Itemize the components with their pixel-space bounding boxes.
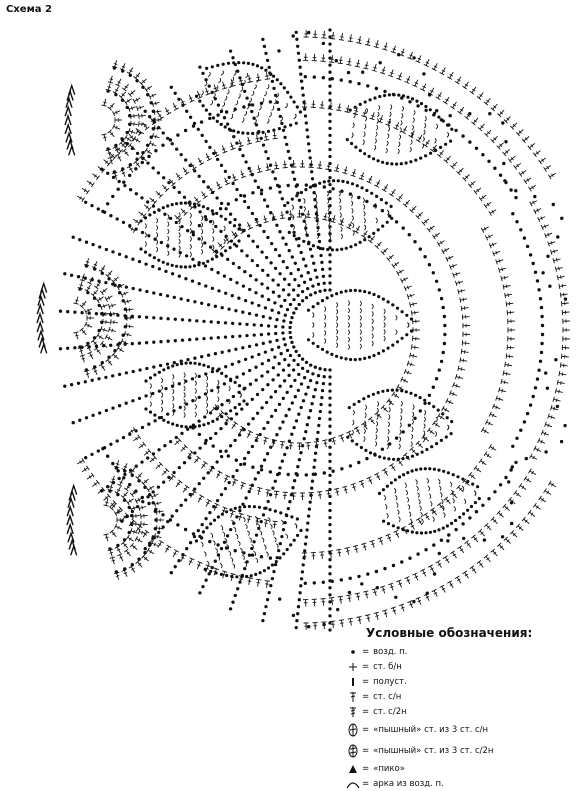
legend-equals: = xyxy=(362,707,369,717)
legend-equals: = xyxy=(362,764,369,774)
tc-t-icon xyxy=(346,706,360,718)
puff-3-tc-icon xyxy=(346,743,360,759)
plus-icon xyxy=(346,661,360,673)
legend-item xyxy=(346,761,574,776)
legend-item-text: возд. п. xyxy=(373,647,407,657)
legend-equals: = xyxy=(362,746,369,756)
legend-item-text: «пико» xyxy=(373,764,405,774)
legend-item-text: ст. с/2н xyxy=(373,707,407,717)
legend-equals: = xyxy=(362,692,369,702)
legend-item-text: ст. с/н xyxy=(373,692,401,702)
legend-item-text: «пышный» ст. из 3 ст. с/н xyxy=(373,725,488,735)
dc-t-icon xyxy=(346,691,360,703)
legend-equals: = xyxy=(362,662,369,672)
legend-item-text: полуст. xyxy=(373,677,407,687)
scheme-title: Схема 2 xyxy=(6,4,52,15)
legend-item xyxy=(346,704,574,719)
legend-item xyxy=(346,674,574,689)
legend-title: Условные обозначения: xyxy=(366,626,574,640)
legend-item xyxy=(346,776,574,791)
legend-equals: = xyxy=(362,725,369,735)
legend-equals: = xyxy=(362,779,369,789)
legend-item-text: ст. б/н xyxy=(373,662,402,672)
legend-item xyxy=(346,740,574,761)
puff-3-dc-icon xyxy=(346,722,360,738)
chain-dot-icon xyxy=(346,646,360,658)
picot-triangle-icon xyxy=(346,763,360,775)
legend-item xyxy=(346,659,574,674)
legend-item xyxy=(346,689,574,704)
legend-equals: = xyxy=(362,677,369,687)
legend-item-text: арка из возд. п. xyxy=(373,779,444,789)
legend-item xyxy=(346,644,574,659)
legend-item-text: «пышный» ст. из 3 ст. с/2н xyxy=(373,746,493,756)
legend-item xyxy=(346,719,574,740)
slip-bar-icon xyxy=(346,676,360,688)
legend xyxy=(346,626,574,791)
chain-arc-icon xyxy=(346,778,360,790)
legend-equals: = xyxy=(362,647,369,657)
